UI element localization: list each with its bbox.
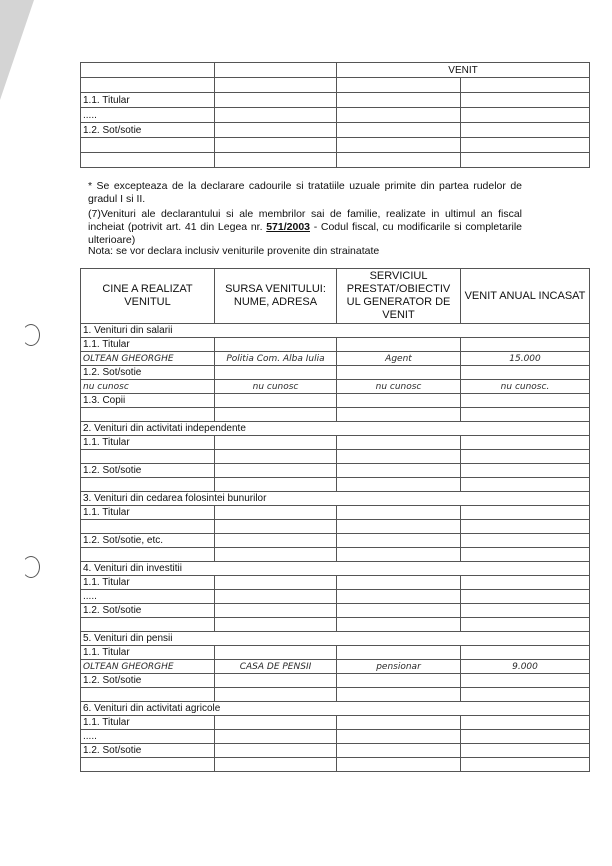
table-row bbox=[81, 590, 590, 604]
table-row bbox=[81, 758, 590, 772]
handwritten-entry: OLTEAN GHEORGHE bbox=[81, 352, 215, 366]
table-row bbox=[81, 408, 590, 422]
empty-cell bbox=[337, 338, 461, 352]
empty-cell bbox=[337, 464, 461, 478]
income-table-body bbox=[81, 324, 590, 772]
empty-cell bbox=[461, 436, 590, 450]
table-row bbox=[81, 534, 590, 548]
table-row bbox=[81, 352, 590, 366]
empty-cell bbox=[215, 338, 337, 352]
table-row bbox=[81, 506, 590, 520]
section-row bbox=[81, 632, 590, 646]
empty-cell bbox=[215, 548, 337, 562]
empty-cell bbox=[81, 520, 215, 534]
table-row bbox=[81, 688, 590, 702]
section-title: 3. Venituri din cedarea folosintei bunurilor bbox=[81, 492, 590, 506]
table-row bbox=[81, 716, 590, 730]
row-label: 1.1. Titular bbox=[81, 576, 215, 590]
handwritten-entry: 15.000 bbox=[461, 352, 590, 366]
empty-cell bbox=[461, 576, 590, 590]
empty-cell bbox=[215, 394, 337, 408]
handwritten-entry: nu cunosc. bbox=[461, 380, 590, 394]
handwritten-entry: 9.000 bbox=[461, 660, 590, 674]
empty-cell bbox=[215, 618, 337, 632]
row-label: 1.1. Titular bbox=[81, 338, 215, 352]
section-title: 2. Venituri din activitati independente bbox=[81, 422, 590, 436]
empty-cell bbox=[215, 436, 337, 450]
table-row bbox=[81, 394, 590, 408]
empty-cell bbox=[215, 478, 337, 492]
empty-cell bbox=[215, 576, 337, 590]
empty-cell bbox=[337, 548, 461, 562]
row-label: 1.1. Titular bbox=[81, 506, 215, 520]
empty-cell bbox=[215, 744, 337, 758]
empty-cell bbox=[337, 576, 461, 590]
row-label: ..... bbox=[81, 590, 215, 604]
table-row bbox=[81, 730, 590, 744]
empty-cell bbox=[337, 590, 461, 604]
table-row bbox=[81, 744, 590, 758]
handwritten-entry: nu cunosc bbox=[81, 380, 215, 394]
handwritten-entry: pensionar bbox=[337, 660, 461, 674]
col-header-annual-income: VENIT ANUAL INCASAT bbox=[461, 269, 590, 324]
section-7-heading: (7)Venituri ale declarantului si ale membrilor sai de familie, realizate in ultimul an fiscal incheiat (potrivit art. 41 din Legea nr. 571/2003 - Codul fiscal, cu modificarile si completarile ulterioare) bbox=[88, 208, 522, 246]
row-label: 1.2. Sot/sotie bbox=[81, 366, 215, 380]
empty-cell bbox=[337, 478, 461, 492]
empty-cell bbox=[337, 506, 461, 520]
table-row bbox=[81, 78, 590, 93]
empty-cell bbox=[215, 674, 337, 688]
table-row bbox=[81, 646, 590, 660]
empty-cell bbox=[461, 716, 590, 730]
table-row bbox=[81, 618, 590, 632]
row-label: ..... bbox=[81, 730, 215, 744]
empty-cell bbox=[461, 590, 590, 604]
handwritten-entry: nu cunosc bbox=[337, 380, 461, 394]
table-row bbox=[81, 520, 590, 534]
table-row bbox=[81, 450, 590, 464]
empty-cell bbox=[215, 534, 337, 548]
foreign-income-note: Nota: se vor declara inclusiv veniturile provenite din strainatate bbox=[88, 245, 380, 257]
empty-cell bbox=[337, 758, 461, 772]
row-label: 1.2. Sot/sotie bbox=[81, 464, 215, 478]
handwritten-entry: OLTEAN GHEORGHE bbox=[81, 660, 215, 674]
empty-cell bbox=[215, 716, 337, 730]
income-table-header bbox=[81, 269, 590, 324]
empty-cell bbox=[461, 618, 590, 632]
empty-cell bbox=[215, 366, 337, 380]
empty-cell bbox=[81, 548, 215, 562]
empty-cell bbox=[337, 618, 461, 632]
row-label: 1.2. Sot/sotie bbox=[81, 604, 215, 618]
row-label: 1.1. Titular bbox=[81, 646, 215, 660]
empty-cell bbox=[215, 688, 337, 702]
law-number: 571/2003 bbox=[266, 221, 310, 233]
empty-cell bbox=[461, 338, 590, 352]
empty-cell bbox=[215, 450, 337, 464]
empty-cell bbox=[337, 688, 461, 702]
empty-cell bbox=[215, 520, 337, 534]
empty-cell bbox=[337, 436, 461, 450]
empty-cell bbox=[461, 450, 590, 464]
empty-cell bbox=[461, 478, 590, 492]
empty-cell bbox=[461, 548, 590, 562]
empty-cell bbox=[461, 366, 590, 380]
empty-cell bbox=[461, 758, 590, 772]
empty-cell bbox=[215, 506, 337, 520]
row-label: 1.1. Titular bbox=[81, 716, 215, 730]
col-header-earner: CINE A REALIZAT VENITUL bbox=[81, 269, 215, 324]
section-title: 6. Venituri din activitati agricole bbox=[81, 702, 590, 716]
income-table bbox=[80, 268, 590, 772]
empty-cell bbox=[337, 520, 461, 534]
empty-cell bbox=[337, 744, 461, 758]
punch-hole-mark bbox=[22, 556, 40, 578]
empty-cell bbox=[81, 618, 215, 632]
section-title: 1. Venituri din salarii bbox=[81, 324, 590, 338]
col-header-source: SURSA VENITULUI: NUME, ADRESA bbox=[215, 269, 337, 324]
empty-cell bbox=[215, 464, 337, 478]
empty-cell bbox=[337, 646, 461, 660]
empty-cell bbox=[337, 366, 461, 380]
col-header-service: SERVICIUL PRESTAT/OBIECTIV UL GENERATOR DE VENIT bbox=[337, 269, 461, 324]
empty-cell bbox=[215, 758, 337, 772]
table-row bbox=[81, 338, 590, 352]
table-row bbox=[81, 436, 590, 450]
row-label: 1.3. Copii bbox=[81, 394, 215, 408]
empty-cell bbox=[461, 506, 590, 520]
empty-cell bbox=[337, 674, 461, 688]
table-row bbox=[81, 548, 590, 562]
section-title: 4. Venituri din investitii bbox=[81, 562, 590, 576]
row-label: 1.2. Sot/sotie, etc. bbox=[81, 534, 215, 548]
section-title: 5. Venituri din pensii bbox=[81, 632, 590, 646]
previous-section-table bbox=[80, 62, 590, 168]
empty-cell bbox=[215, 590, 337, 604]
table-row bbox=[81, 138, 590, 153]
empty-cell bbox=[461, 646, 590, 660]
table-row bbox=[81, 576, 590, 590]
empty-cell bbox=[461, 394, 590, 408]
empty-cell bbox=[215, 408, 337, 422]
empty-cell bbox=[461, 730, 590, 744]
table-header-row bbox=[81, 63, 590, 78]
empty-cell bbox=[461, 688, 590, 702]
handwritten-entry: CASA DE PENSII bbox=[215, 660, 337, 674]
empty-cell bbox=[461, 604, 590, 618]
empty-cell bbox=[461, 408, 590, 422]
handwritten-entry: nu cunosc bbox=[215, 380, 337, 394]
table-row: 1.2. Sot/sotie bbox=[81, 123, 590, 138]
table-row bbox=[81, 380, 590, 394]
table-row: 1.1. Titular bbox=[81, 93, 590, 108]
table-row bbox=[81, 674, 590, 688]
empty-cell bbox=[81, 478, 215, 492]
empty-cell bbox=[337, 604, 461, 618]
empty-cell bbox=[215, 646, 337, 660]
empty-cell bbox=[81, 450, 215, 464]
table-row: ..... bbox=[81, 108, 590, 123]
empty-cell bbox=[337, 450, 461, 464]
empty-cell bbox=[337, 716, 461, 730]
section-row bbox=[81, 492, 590, 506]
venit-header: VENIT bbox=[337, 63, 590, 78]
empty-cell bbox=[81, 408, 215, 422]
empty-cell bbox=[337, 394, 461, 408]
empty-cell bbox=[215, 730, 337, 744]
empty-cell bbox=[337, 534, 461, 548]
empty-cell bbox=[81, 758, 215, 772]
empty-cell bbox=[461, 674, 590, 688]
table-row bbox=[81, 153, 590, 168]
section-row bbox=[81, 422, 590, 436]
empty-cell bbox=[337, 408, 461, 422]
row-label: 1.1. Titular bbox=[81, 436, 215, 450]
handwritten-entry: Agent bbox=[337, 352, 461, 366]
empty-cell bbox=[461, 464, 590, 478]
table-row bbox=[81, 660, 590, 674]
folded-page-corner bbox=[0, 0, 34, 100]
section-row bbox=[81, 562, 590, 576]
empty-cell bbox=[215, 604, 337, 618]
table-row bbox=[81, 366, 590, 380]
table-row bbox=[81, 478, 590, 492]
empty-cell bbox=[81, 688, 215, 702]
gifts-footnote: * Se excepteaza de la declarare cadourile si tratatiile uzuale primite din partea rudelor de gradul I si II. bbox=[88, 180, 522, 205]
empty-cell bbox=[461, 520, 590, 534]
section-row bbox=[81, 324, 590, 338]
handwritten-entry: Politia Com. Alba Iulia bbox=[215, 352, 337, 366]
empty-cell bbox=[461, 534, 590, 548]
section-row bbox=[81, 702, 590, 716]
empty-cell bbox=[461, 744, 590, 758]
table-row bbox=[81, 464, 590, 478]
table-row bbox=[81, 604, 590, 618]
row-label: 1.2. Sot/sotie bbox=[81, 674, 215, 688]
empty-cell bbox=[337, 730, 461, 744]
punch-hole-mark bbox=[22, 324, 40, 346]
row-label: 1.2. Sot/sotie bbox=[81, 744, 215, 758]
